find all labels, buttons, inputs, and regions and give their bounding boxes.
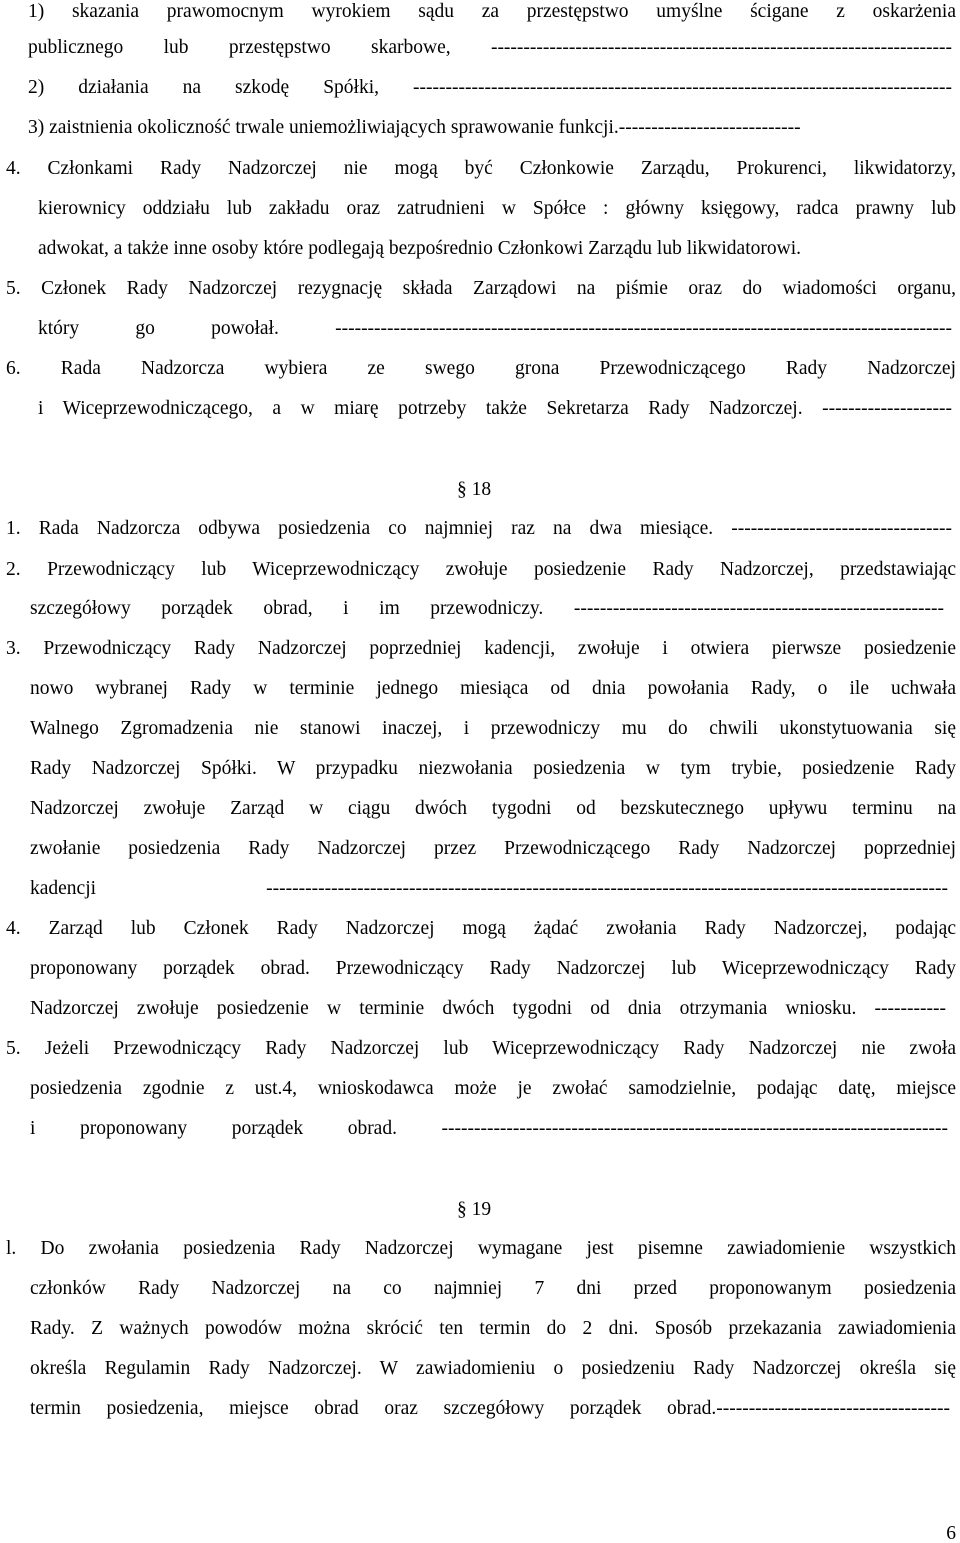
text-line: nowo wybranej Rady w terminie jednego miesiąca od dnia powołania Rady, o ile uchwała (30, 678, 956, 699)
text-line: 2) działania na szkodę Spółki, ----------------------------------------------------------------------------------- (28, 77, 952, 98)
text-line: 1. Rada Nadzorcza odbywa posiedzenia co najmniej raz na dwa miesiące. ---------------------------------- (6, 518, 952, 539)
text-line: proponowany porządek obrad. Przewodniczący Rady Nadzorczej lub Wiceprzewodniczący Rady (30, 958, 956, 979)
text-line: Rady. Z ważnych powodów można skrócić ten termin do 2 dni. Sposób przekazania zawiadomienia (30, 1318, 956, 1339)
text-line: 4. Zarząd lub Członek Rady Nadzorczej mogą żądać zwołania Rady Nadzorczej, podając (6, 918, 956, 939)
text-line: l. Do zwołania posiedzenia Rady Nadzorczej wymagane jest pisemne zawiadomienie wszystkich (6, 1238, 956, 1259)
text-line: zwołanie posiedzenia Rady Nadzorczej przez Przewodniczącego Rady Nadzorczej poprzedniej (30, 838, 956, 859)
page-number: 6 (946, 1523, 956, 1543)
text-line: 1) skazania prawomocnym wyrokiem sądu za przestępstwo umyślne ścigane z oskarżenia (28, 1, 956, 22)
text-line: Walnego Zgromadzenia nie stanowi inaczej, i przewodniczy mu do chwili ukonstytuowania się (30, 718, 956, 739)
text-line: Nadzorczej zwołuje posiedzenie w terminie dwóch tygodni od dnia otrzymania wniosku. ----------- (30, 998, 946, 1019)
text-line: publicznego lub przestępstwo skarbowe, ----------------------------------------------------------------------- (28, 37, 952, 58)
text-line: członków Rady Nadzorczej na co najmniej 7 dni przed proponowanym posiedzenia (30, 1278, 956, 1299)
text-line: 6. Rada Nadzorcza wybiera ze swego grona Przewodniczącego Rady Nadzorczej (6, 358, 956, 379)
text-line: 5. Jeżeli Przewodniczący Rady Nadzorczej lub Wiceprzewodniczący Rady Nadzorczej nie zwoła (6, 1038, 956, 1059)
text-line: Nadzorczej zwołuje Zarząd w ciągu dwóch tygodni od bezskutecznego upływu terminu na (30, 798, 956, 819)
text-line: kadencji --------------------------------------------------------------------------------------------------------- (30, 878, 948, 899)
text-line: 5. Członek Rady Nadzorczej rezygnację składa Zarządowi na piśmie oraz do wiadomości organu, (6, 278, 956, 299)
text-line: Rady Nadzorczej Spółki. W przypadku niezwołania posiedzenia w tym trybie, posiedzenie Rady (30, 758, 956, 779)
text-line: 3. Przewodniczący Rady Nadzorczej poprzedniej kadencji, zwołuje i otwiera pierwsze posiedzenie (6, 638, 956, 659)
section-heading: § 19 (457, 1199, 492, 1220)
text-line: adwokat, a także inne osoby które podlegają bezpośrednio Członkowi Zarządu lub likwidatorowi. (38, 238, 801, 259)
text-line: szczegółowy porządek obrad, i im przewodniczy. --------------------------------------------------------- (30, 598, 944, 619)
text-line: termin posiedzenia, miejsce obrad oraz szczegółowy porządek obrad.------------------------------------ (30, 1398, 950, 1419)
text-line: 3) zaistnienia okoliczność trwale uniemożliwiających sprawowanie funkcji.---------------------------- (28, 117, 801, 138)
section-heading: § 18 (457, 479, 492, 500)
text-line: 2. Przewodniczący lub Wiceprzewodniczący zwołuje posiedzenie Rady Nadzorczej, przedstawiając (6, 559, 956, 580)
text-line: kierownicy oddziału lub zakładu oraz zatrudnieni w Spółce : główny księgowy, radca prawny lub (38, 198, 956, 219)
text-line: posiedzenia zgodnie z ust.4, wnioskodawca może je zwołać samodzielnie, podając datę, miejsce (30, 1078, 956, 1099)
text-line: który go powołał. ----------------------------------------------------------------------------------------------- (38, 318, 952, 339)
text-line: określa Regulamin Rady Nadzorczej. W zawiadomieniu o posiedzeniu Rady Nadzorczej określa się (30, 1358, 956, 1379)
text-line: i proponowany porządek obrad. ------------------------------------------------------------------------------ (30, 1118, 948, 1139)
text-line: i Wiceprzewodniczącego, a w miarę potrzeby także Sekretarza Rady Nadzorczej. -------------------- (38, 398, 952, 419)
text-line: 4. Członkami Rady Nadzorczej nie mogą być Członkowie Zarządu, Prokurenci, likwidatorzy, (6, 158, 956, 179)
